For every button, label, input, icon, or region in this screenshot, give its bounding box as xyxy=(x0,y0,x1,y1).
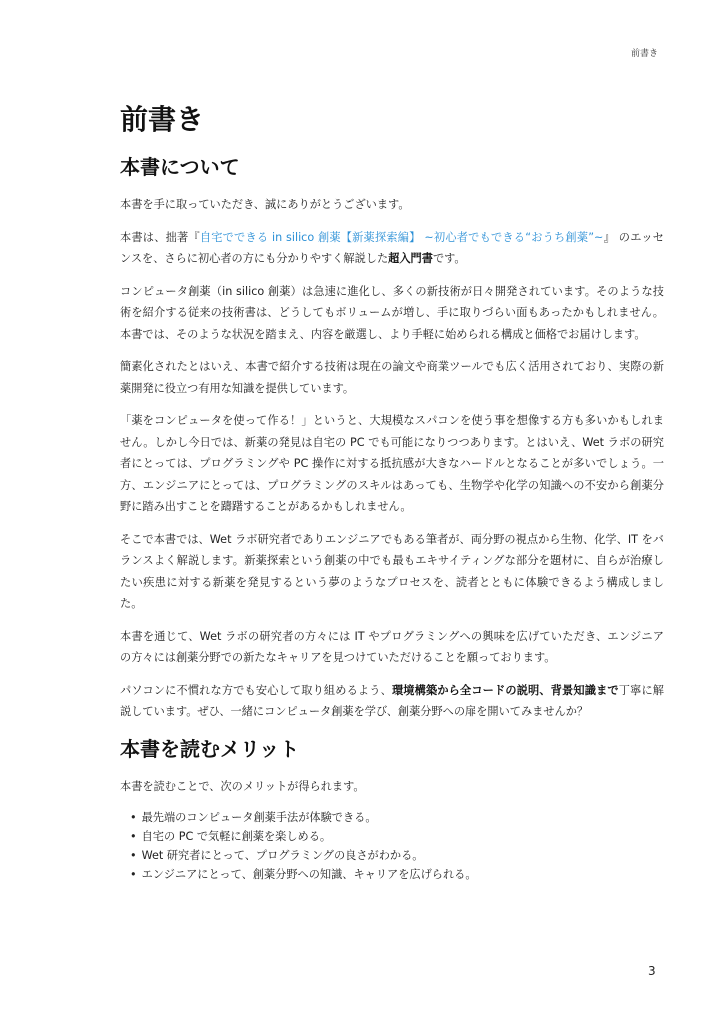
page-title: 前書き xyxy=(120,103,205,136)
paragraph: 本書を手に取っていただき、誠にありがとうございます。 xyxy=(120,198,410,211)
paragraph: 本書を通じて、Wet ラボの研究者の方々には IT やプログラミングへの興味を広げていただき、エンジニアの方々には創薬分野での新たなキャリアを見つけていただけることを願っております。 xyxy=(120,629,664,664)
paragraph: 「薬をコンピュータを使って作る！」というと、大規模なスパコンを使う事を想像する方も多いかもしれません。しかし今日では、新薬の発見は自宅の PC でも可能になりつつあります。とはいえ、Wet ラボの研究者にとっては、プログラミングや PC 操作に対する抵抗感が大きなハードルとなることが多いでしょう。一方、エンジニアにとっては、プログラミングのスキルはあっても、生物学や化学の知識への不安から創薬分野に踏み出すことを躊躇することがあるかもしれません。 xyxy=(120,414,664,513)
running-header: 前書き xyxy=(630,49,658,59)
paragraph: そこで本書では、Wet ラボ研究者でありエンジニアでもある筆者が、両分野の視点から生物、化学、IT をバランスよく解説します。新薬探索という創薬の中でも最もエキサイティングな部分を題材に、自らが治療したい疾患に対する新薬を発見するという夢のようなプロセスを、読者とともに体験できるよう構成しました。 xyxy=(120,532,664,610)
merit-list xyxy=(120,808,664,884)
bold-text: 環境構築から全コードの説明、背景知識まで xyxy=(391,683,619,697)
text: 』 のエッセンスを、さらに初心者の方にも分かりやすく解説した xyxy=(120,230,664,265)
paragraph xyxy=(120,680,664,723)
section-heading-about: 本書について xyxy=(120,155,240,179)
text: です。 xyxy=(432,252,466,265)
list-item: • 自宅の PC で気軽に創薬を楽しめる。 xyxy=(130,827,664,846)
page-content xyxy=(120,100,664,884)
text: 本書は、拙著『 xyxy=(120,230,200,244)
section-heading-merits: 本書を読むメリット xyxy=(120,736,300,761)
page-number: 3 xyxy=(648,964,656,978)
list-item: • エンジニアにとって、創薬分野への知識、キャリアを広げられる。 xyxy=(130,865,664,884)
paragraph: 本書を読むことで、次のメリットが得られます。 xyxy=(120,779,365,793)
paragraph xyxy=(120,227,664,270)
book-link[interactable]: 自宅でできる in silico 創薬【新薬探索編】 ~初心者でもできる“おうち創薬”~ xyxy=(199,230,604,244)
list-item: • 最先端のコンピュータ創薬手法が体験できる。 xyxy=(130,808,664,827)
bold-text: 超入門書 xyxy=(388,252,433,265)
text: 丁寧に解説しています。ぜひ、一緒にコンピュータ創薬を学び、創薬分野への扉を開いてみませんか？ xyxy=(120,683,664,718)
text: パソコンに不慣れな方でも安心して取り組めるよう、 xyxy=(120,683,392,697)
paragraph: 簡素化されたとはいえ、本書で紹介する技術は現在の論文や商業ツールでも広く活用されており、実際の新薬開発に役立つ有用な知識を提供しています。 xyxy=(120,360,664,395)
paragraph: コンピュータ創薬（in silico 創薬）は急速に進化し、多くの新技術が日々開発されています。そのような技術を紹介する従来の技術書は、どうしてもボリュームが増し、手に取りづらい面もあったかもしれません。本書では、そのような状況を踏まえ、内容を厳選し、より手軽に始められる構成と価格でお届けします。 xyxy=(120,284,664,341)
list-item: • Wet 研究者にとって、プログラミングの良さがわかる。 xyxy=(130,846,664,865)
